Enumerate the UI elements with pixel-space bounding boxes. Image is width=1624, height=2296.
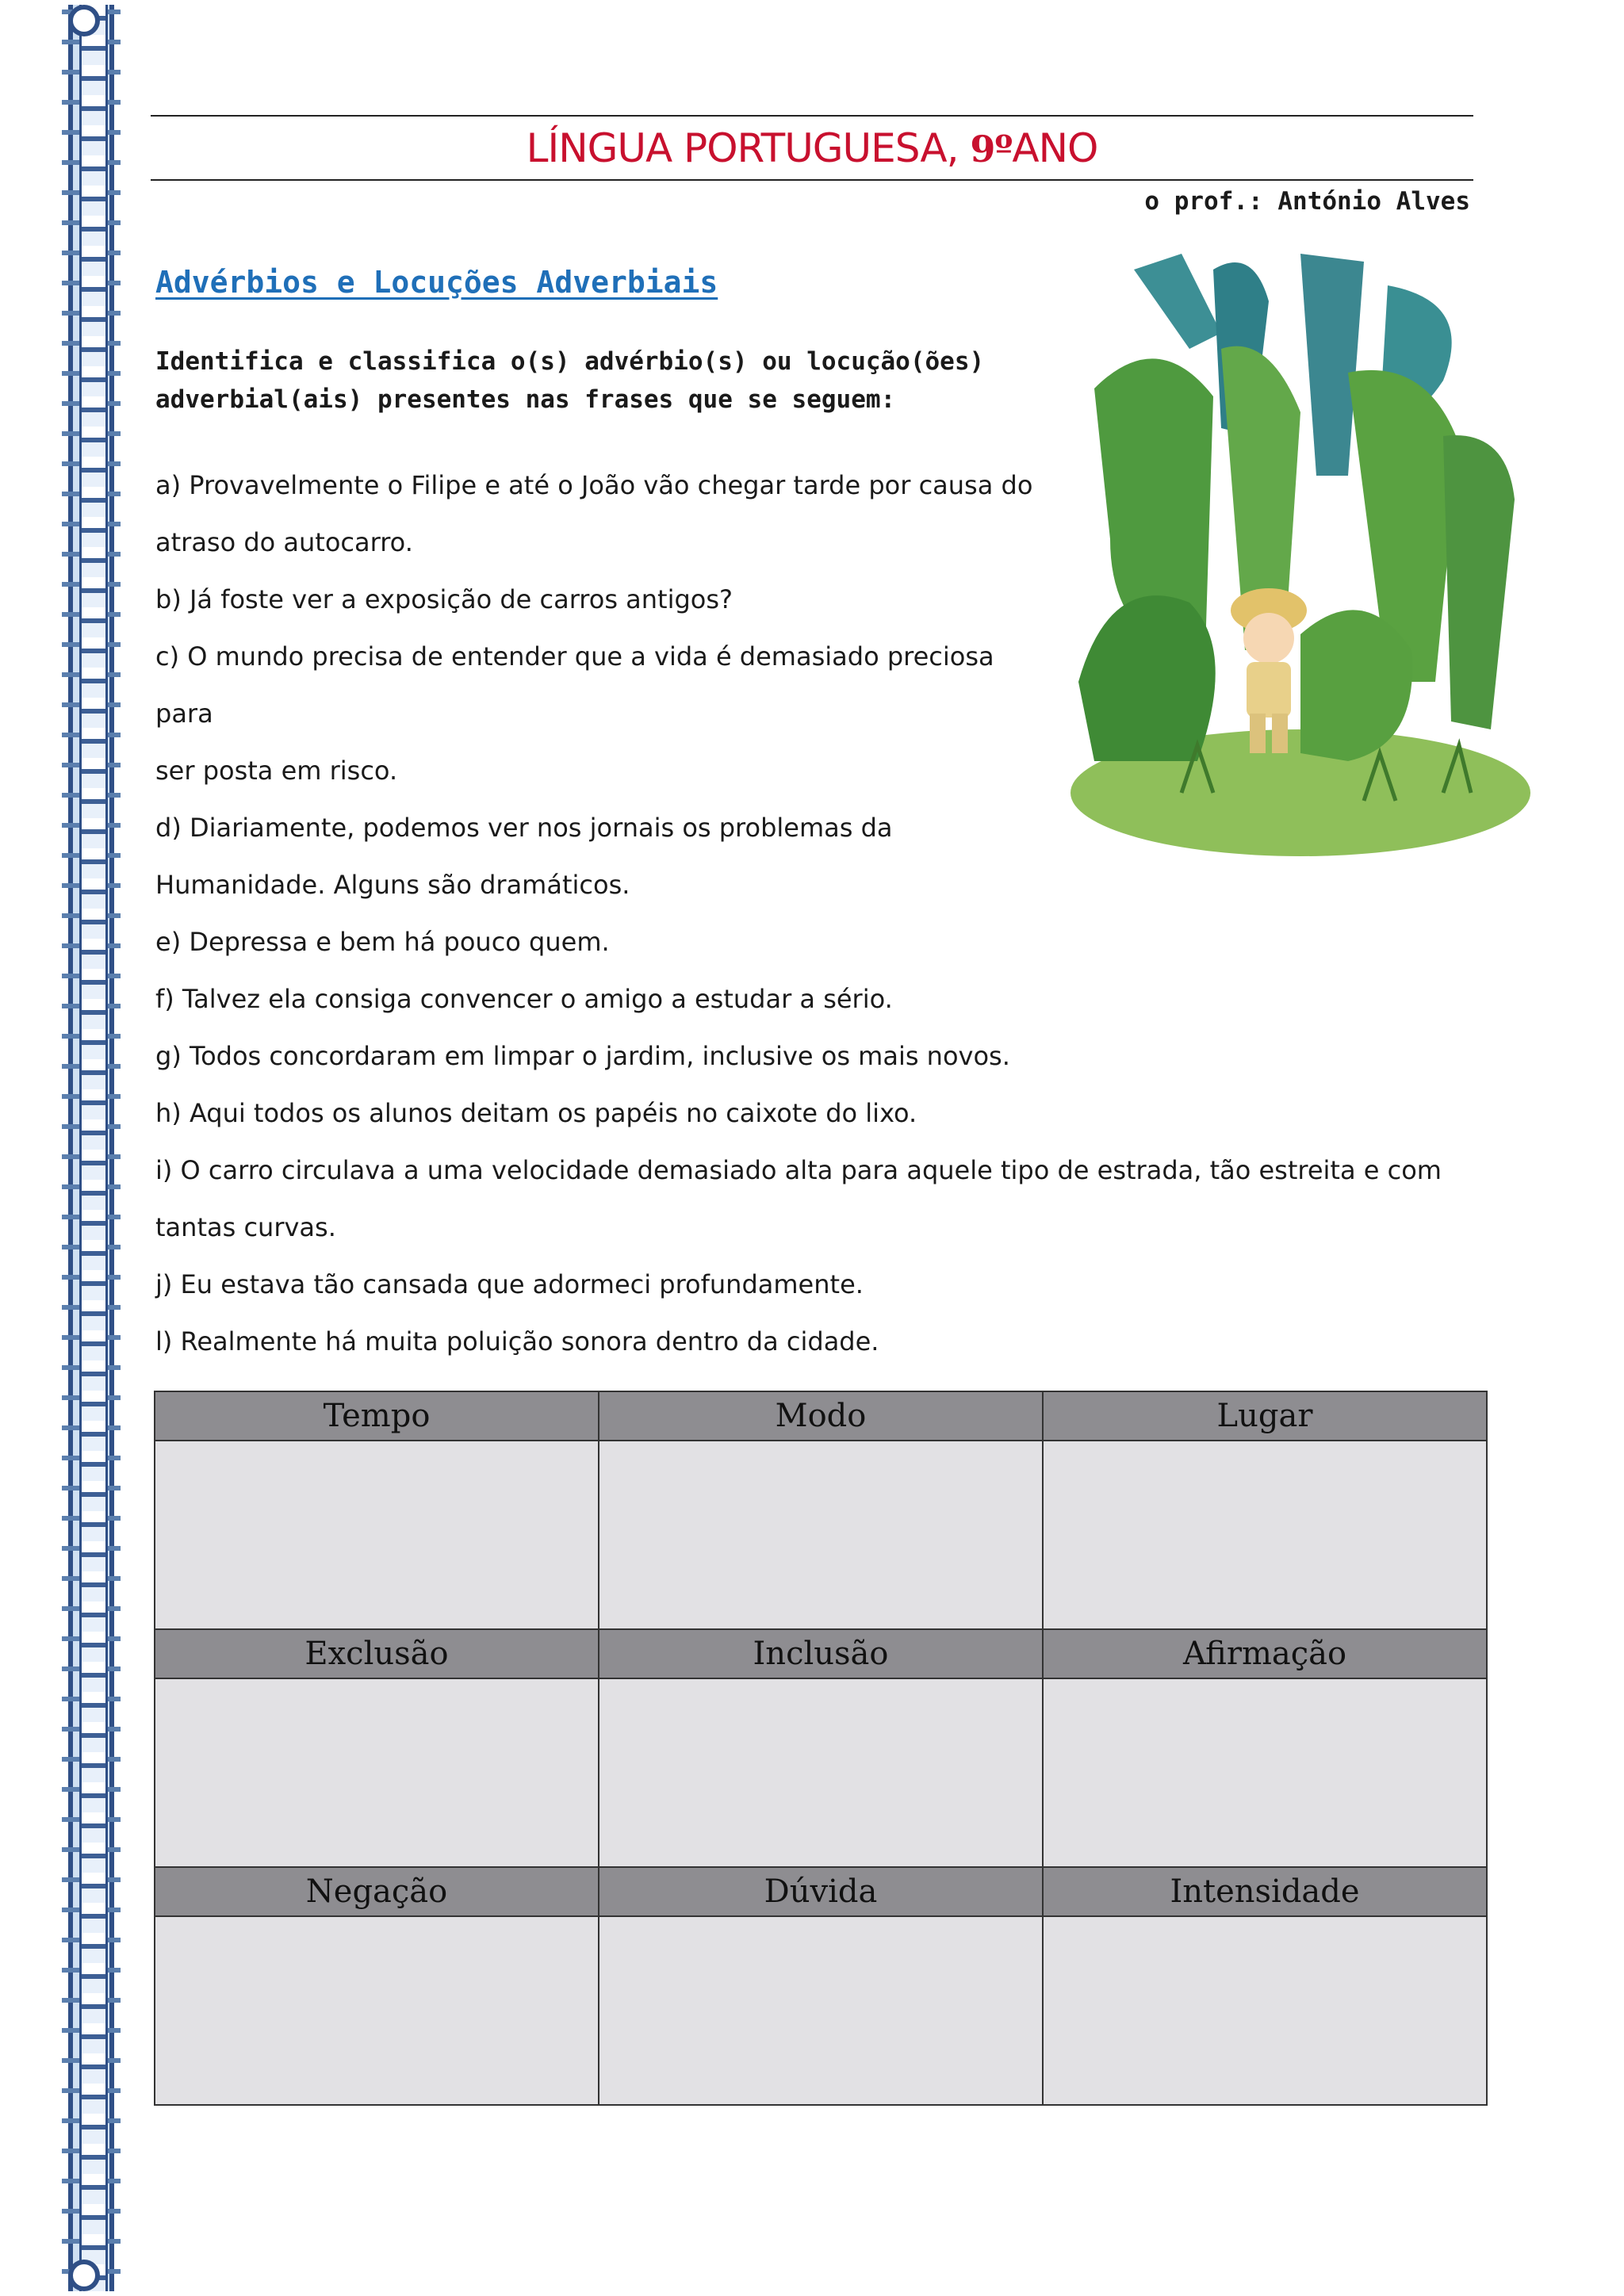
table-header-cell: Inclusão [599,1629,1043,1678]
answer-cell[interactable] [1043,1441,1487,1629]
answer-cell[interactable] [1043,1678,1487,1867]
sentence-line: e) Depressa e bem há pouco quem. [155,927,610,957]
instruction-text: Identifica e classifica o(s) advérbio(s) ou locução(ões) adverbial(ais) presentes nas frases que se seguem: [155,347,985,414]
table-header-cell: Lugar [1043,1391,1487,1441]
border-ring-top [68,5,100,36]
answer-cell[interactable] [155,1441,599,1629]
table-header-cell: Negação [155,1867,599,1916]
sentence-line: a) Provavelmente o Filipe e até o João vão chegar tarde por causa do [155,470,1033,500]
title-text: LÍNGUA PORTUGUESA, [526,125,959,171]
section-title: Advérbios e Locuções Adverbiais [155,265,718,300]
table-header-cell: Exclusão [155,1629,599,1678]
classification-table [154,1391,1488,2106]
sentence-line: b) Já foste ver a exposição de carros antigos? [155,584,733,614]
table-header-cell: Intensidade [1043,1867,1487,1916]
title-suffix: ANO [1012,125,1098,171]
title-rule-bottom [151,179,1473,181]
border-ring-bottom [68,2260,100,2291]
answer-cell[interactable] [155,1678,599,1867]
sentence-line: d) Diariamente, podemos ver nos jornais os problemas da [155,813,893,843]
sentence-line: l) Realmente há muita poluição sonora dentro da cidade. [155,1326,879,1357]
decorative-chain-border [62,5,121,2291]
answer-cell[interactable] [155,1916,599,2105]
sentence-line: tantas curvas. [155,1212,336,1242]
answer-cell[interactable] [1043,1916,1487,2105]
sentence-line: h) Aqui todos os alunos deitam os papéis no caixote do lixo. [155,1098,917,1128]
sentence-line: c) O mundo precisa de entender que a vida é demasiado preciosa para [155,641,994,729]
answer-cell[interactable] [599,1678,1043,1867]
answer-cell[interactable] [599,1441,1043,1629]
sentence-line: Humanidade. Alguns são dramáticos. [155,870,630,900]
answer-cell[interactable] [599,1916,1043,2105]
table-header-cell: Modo [599,1391,1043,1441]
title-rule-top [151,115,1473,117]
sentence-line: f) Talvez ela consiga convencer o amigo a estudar a sério. [155,984,893,1014]
sentence-line: atraso do autocarro. [155,527,413,557]
sentence-line: ser posta em risco. [155,756,398,786]
sentence-line: i) O carro circulava a uma velocidade demasiado alta para aquele tipo de estrada, tão estreita e com [155,1155,1442,1185]
table-header-cell: Afirmação [1043,1629,1487,1678]
table-header-cell: Tempo [155,1391,599,1441]
table-header-cell: Dúvida [599,1867,1043,1916]
title-grade: 9º [970,128,1013,170]
page-title [151,125,1473,171]
teacher-name: o prof.: António Alves [1144,187,1470,216]
adverbio-illustration-icon [1063,238,1538,856]
sentence-line: g) Todos concordaram em limpar o jardim, inclusive os mais novos. [155,1041,1010,1071]
sentence-line: j) Eu estava tão cansada que adormeci profundamente. [155,1269,864,1299]
